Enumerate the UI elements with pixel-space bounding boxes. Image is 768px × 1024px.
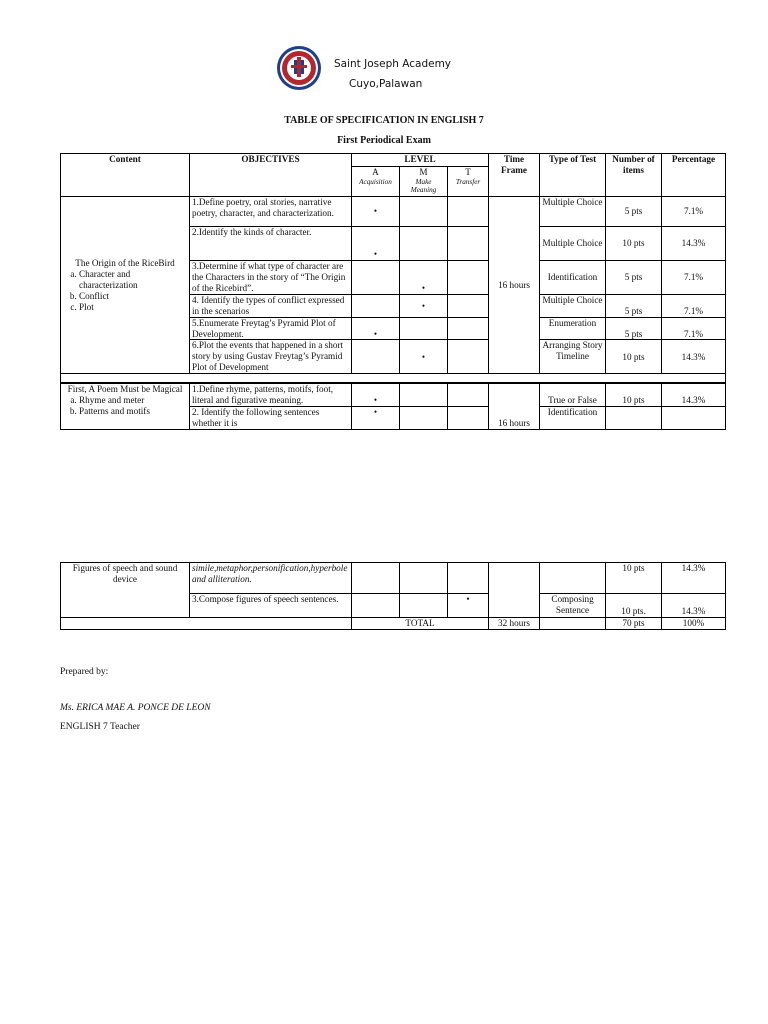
level-a-mark [352, 261, 400, 295]
total-label: TOTAL [352, 618, 489, 630]
items-cell: 10 pts [606, 563, 662, 594]
objective-cell: 4. Identify the types of conflict expressed in the scenarios [190, 295, 352, 318]
header-level: LEVEL [352, 154, 489, 167]
type-of-test-cell: Identification [540, 261, 606, 295]
percentage-cell: 14.3% [662, 340, 726, 374]
level-m-mark [400, 317, 448, 340]
percentage-cell: 7.1% [662, 197, 726, 227]
percentage-cell: 14.3% [662, 594, 726, 618]
objective-cell: 6.Plot the events that happened in a short story by using Gustav Freytag’s Pyramid Plot of Development [190, 340, 352, 374]
percentage-cell: 7.1% [662, 317, 726, 340]
level-m-mark [400, 594, 448, 618]
section-separator-row [61, 374, 726, 383]
level-t-mark [448, 295, 489, 318]
total-percentage: 100% [662, 618, 726, 630]
school-location: Cuyo,Palawan [349, 78, 423, 90]
items-cell [606, 406, 662, 429]
content-cell-section3: Figures of speech and sound device [61, 563, 190, 618]
objective-cell: 3.Compose figures of speech sentences. [190, 594, 352, 618]
teacher-name: Ms. ERICA MAE A. PONCE DE LEON [60, 703, 211, 713]
type-of-test-cell [540, 563, 606, 594]
items-cell: 5 pts [606, 197, 662, 227]
level-t-mark [448, 317, 489, 340]
items-cell: 10 pts [606, 340, 662, 374]
prepared-by-label: Prepared by: [60, 667, 109, 677]
school-name: Saint Joseph Academy [334, 58, 452, 70]
percentage-cell: 7.1% [662, 261, 726, 295]
level-m-mark [400, 383, 448, 406]
content-item: b. Patterns and motifs [79, 406, 187, 417]
level-a-mark: • [352, 383, 400, 406]
school-seal-logo [276, 45, 322, 91]
type-of-test-cell: Multiple Choice [540, 295, 606, 318]
objective-cell: 1.Define poetry, oral stories, narrative poetry, character, and characterization. [190, 197, 352, 227]
level-m-mark [400, 563, 448, 594]
header-objectives: OBJECTIVES [190, 154, 352, 197]
content-item: a. Rhyme and meter [79, 395, 187, 406]
objective-cell: 1.Define rhyme, patterns, motifs, foot, literal and figurative meaning. [190, 383, 352, 406]
level-a-mark [352, 563, 400, 594]
document-title: TABLE OF SPECIFICATION IN ENGLISH 7 [284, 115, 484, 126]
level-t-mark [448, 227, 489, 261]
level-t-mark [448, 406, 489, 429]
level-a-mark [352, 295, 400, 318]
header-percentage: Percentage [662, 154, 726, 197]
total-time-frame: 32 hours [489, 618, 540, 630]
objective-cell: 2. Identify the following sentences whether it is [190, 406, 352, 429]
percentage-cell: 14.3% [662, 563, 726, 594]
header-time-frame: Time Frame [489, 154, 540, 197]
objective-cell: 2.Identify the kinds of character. [190, 227, 352, 261]
total-row [61, 618, 726, 630]
table-row [61, 383, 726, 406]
header-content: Content [61, 154, 190, 197]
header-number-of-items: Number of items [606, 154, 662, 197]
level-t-mark [448, 261, 489, 295]
specification-table [60, 153, 726, 430]
level-m-mark: • [400, 340, 448, 374]
level-m-mark [400, 227, 448, 261]
table-row [61, 197, 726, 227]
time-frame-section2: 16 hours [489, 383, 540, 429]
level-a-mark: • [352, 227, 400, 261]
level-t-mark: • [448, 594, 489, 618]
type-of-test-cell: Multiple Choice [540, 197, 606, 227]
type-of-test-cell: Multiple Choice [540, 227, 606, 261]
type-of-test-cell: True or False [540, 383, 606, 406]
percentage-cell: 14.3% [662, 227, 726, 261]
header-level-t: T Transfer [448, 167, 489, 197]
level-m-mark: • [400, 295, 448, 318]
level-t-mark [448, 383, 489, 406]
header-level-a: A Acquisition [352, 167, 400, 197]
teacher-title: ENGLISH 7 Teacher [60, 722, 140, 732]
items-cell: 5 pts [606, 261, 662, 295]
type-of-test-cell: Enumeration [540, 317, 606, 340]
percentage-cell: 7.1% [662, 295, 726, 318]
type-of-test-cell: Identification [540, 406, 606, 429]
level-m-mark [400, 197, 448, 227]
items-cell: 5 pts [606, 295, 662, 318]
items-cell: 10 pts. [606, 594, 662, 618]
header-type-of-test: Type of Test [540, 154, 606, 197]
objective-cell: 5.Enumerate Freytag’s Pyramid Plot of Development. [190, 317, 352, 340]
level-t-mark [448, 563, 489, 594]
document-subtitle: First Periodical Exam [337, 135, 431, 146]
percentage-cell: 14.3% [662, 383, 726, 406]
level-a-mark: • [352, 317, 400, 340]
level-t-mark [448, 197, 489, 227]
specification-table-continued [60, 562, 726, 630]
header-level-m: M Make Meaning [400, 167, 448, 197]
content-item: c. Plot [79, 302, 187, 313]
level-a-mark [352, 594, 400, 618]
objective-cell: 3.Determine if what type of character are the Characters in the story of “The Origin of the Ricebird”. [190, 261, 352, 295]
content-cell-section1: The Origin of the RiceBird a. Character and characterization b. Conflict c. Plot [61, 197, 190, 374]
type-of-test-cell: Arranging Story Timeline [540, 340, 606, 374]
level-a-mark: • [352, 406, 400, 429]
items-cell: 10 pts [606, 383, 662, 406]
time-frame-section1: 16 hours [489, 197, 540, 374]
objective-cell: simile,metaphor,personification,hyperbole and alliteration. [190, 563, 352, 594]
items-cell: 10 pts [606, 227, 662, 261]
level-a-mark [352, 340, 400, 374]
level-m-mark [400, 406, 448, 429]
level-a-mark: • [352, 197, 400, 227]
total-items: 70 pts [606, 618, 662, 630]
level-m-mark: • [400, 261, 448, 295]
table-row [61, 563, 726, 594]
level-t-mark [448, 340, 489, 374]
content-item: a. Character and characterization [79, 269, 187, 291]
content-item: b. Conflict [79, 291, 187, 302]
time-frame-section3 [489, 563, 540, 618]
items-cell: 5 pts [606, 317, 662, 340]
type-of-test-cell: Composing Sentence [540, 594, 606, 618]
percentage-cell [662, 406, 726, 429]
content-cell-section2: First, A Poem Must be Magical a. Rhyme and meter b. Patterns and motifs [61, 383, 190, 429]
